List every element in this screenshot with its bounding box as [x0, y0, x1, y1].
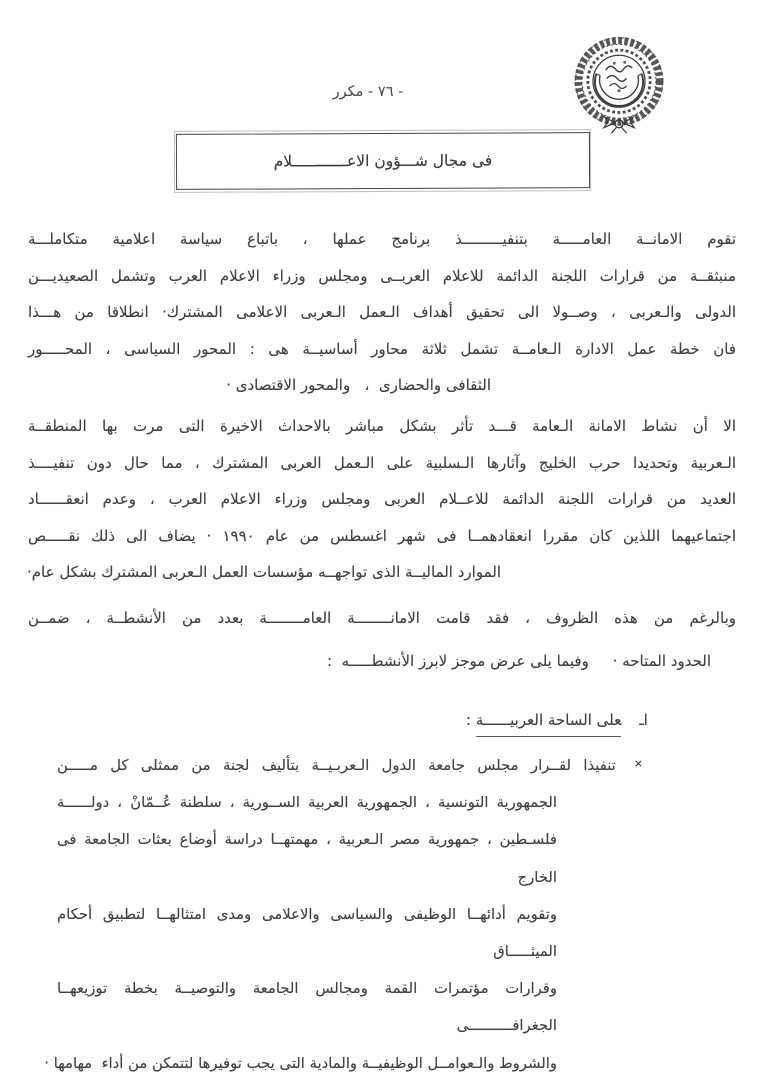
text-line: اجتماعيهما اللذين كان مقررا انعقادهمــا فى شهر اغسطس من عام ١٩٩٠ · يضاف الى ذلك نقـــــص — [28, 526, 737, 545]
paragraph-3 — [28, 597, 736, 683]
text-line: وقرارات مؤتمرات القمة ومجالس الجامعة والتوصيــة بخطة توزيعهــا الجغرافــــــــــى — [57, 980, 557, 1035]
title-text: فى مجال شـــؤون الاعــــــــــــلام — [273, 151, 493, 171]
paragraph-1 — [28, 221, 736, 404]
page-number: - ٧٦ - مكرر — [332, 84, 404, 100]
text-line: الثقافى والحضارى ، والمحور الاقتصادى · — [226, 376, 491, 395]
title-box — [176, 132, 590, 190]
text-line: الـعربية وتحديدا حرب الخليج وآثارها الـسلبية على الـعمل العربى المشترك ، مما حال دون تنفيــــذ — [28, 453, 736, 472]
text-line: وتقويم أدائهــا الوظيفى والسياسى والاعلامى ومدى امتثالهــا لتطبيق أحكام الميثـــــاق — [57, 905, 557, 961]
text-line: تقوم الامانــة العامـــــة بتنفيـــــــــذ برنامج عملها ، باتباع سياسة اعلامية متكاملـــة — [28, 230, 736, 248]
bullet-item — [44, 745, 643, 1082]
asterisk-bullet-icon: × — [633, 757, 643, 770]
paragraph-2 — [28, 408, 736, 591]
section-marker: اـ — [639, 711, 648, 729]
text-line: الحدود المتاحه · وفيما يلى عرض موجز لابرز الأنشطـــــه : — [327, 652, 711, 670]
text-line: فان خطة عمل الادارة الـعامــة تشمل ثلاثة محاور أساسيــة هى : المحور السياسى ، المحـــــور — [28, 339, 736, 358]
section-title: على الساحة العربيــــــة — [476, 711, 622, 737]
text-line: فلسـطين ، جمهورية مصر الـعربية ، مهمتهــا دراسة أوضاع بعثات الجامعة فى الخارج — [57, 831, 557, 886]
text-line — [57, 745, 643, 784]
arab-league-emblem-icon — [562, 34, 676, 138]
text-line: الدولى والـعربى ، وصــولا الى تحقيق أهداف الـعمل الـعربى الاعلامى المشترك· انطلاقا من هـــذا — [28, 303, 736, 322]
section-heading-arab-arena — [466, 693, 667, 747]
text-line: الموارد الماليــة الذى تواجهــه مؤسسات العمل الـعربى المشترك بشكل عام· — [26, 563, 501, 582]
text-line: وبالرغم من هذه الظروف ، فقد قامت الامانــــــــة العامــــــــة بعدد من الأنشطــة ، ضمــن — [28, 609, 736, 627]
text-line: العديد من قرارات اللجنة الدائمة للاعــلام العربى ومجلس وزراء الاعلام العرب ، وعدم انعقــــــاد — [28, 490, 736, 509]
bullet-line-text: تنفيذا لقــرار مجلس جامعة الدول الـعربـيــة بتأليف لجنة من ممثلى كل مـــــن — [57, 757, 616, 774]
text-line: الا أن نشاط الامانة الـعامة قـــد تأثر بشكل مباشر بالاحداث الاخيرة التى مرت بها المنطقــة — [28, 417, 736, 435]
text-line: والشروط والـعوامــل الوظيفيــة والمادية التى يجب توفيرها لتتمكن من أداء مهامها · — [44, 1054, 557, 1072]
text-line: منبثقــة من قرارات اللجنة الدائمة للاعلام العربــى ومجلس وزراء الاعلام العرب وتشمل الصعيديـــن — [28, 266, 736, 285]
section-colon: : — [465, 711, 476, 729]
text-line: الجمهورية التونسية ، الجمهورية العربية الســورية ، سلطنة عُــمّانْ ، دولــــــة — [57, 794, 557, 812]
